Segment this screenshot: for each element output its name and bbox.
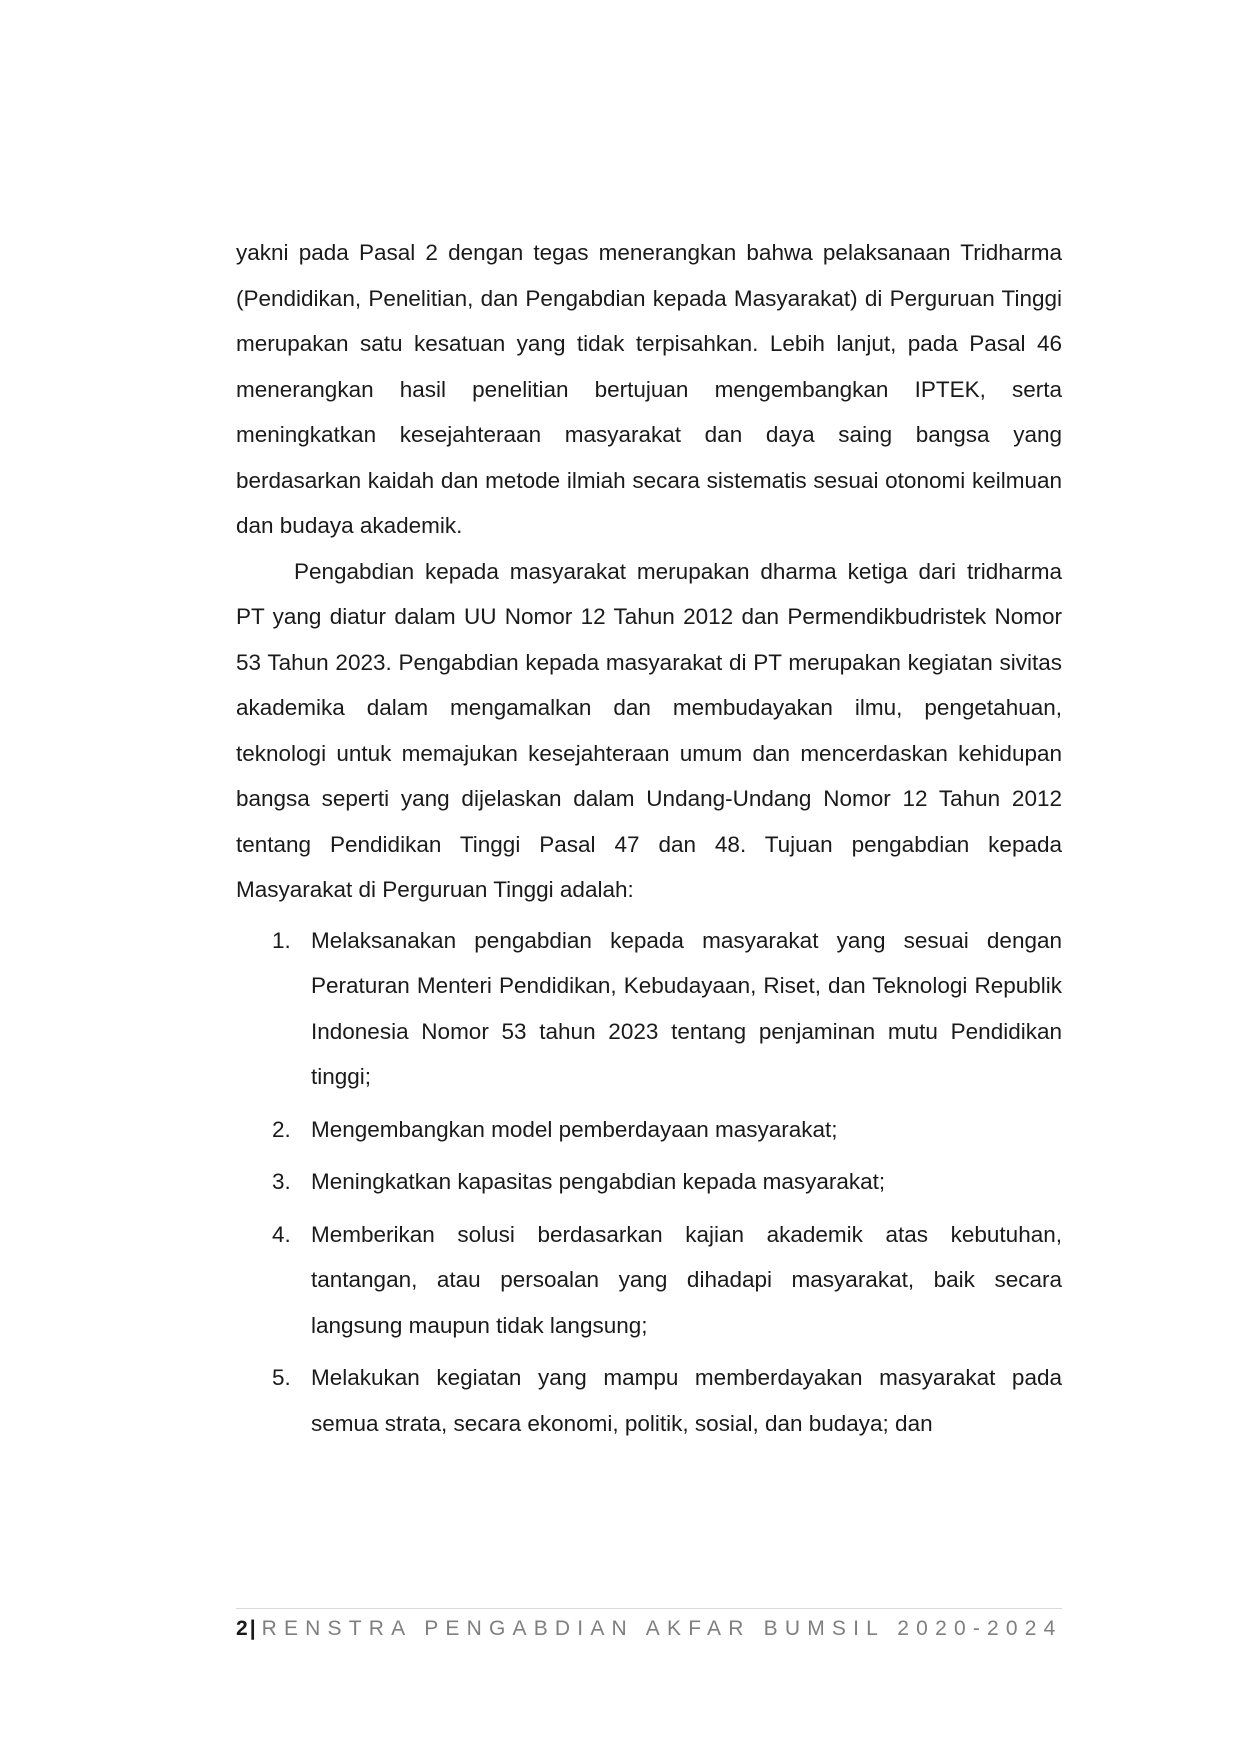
paragraph-tridharma: yakni pada Pasal 2 dengan tegas menerangkan bahwa pelaksanaan Tridharma (Pendidikan, Penelitian, dan Pengabdian kepada Masyarakat) di Perguruan Tinggi merupakan satu kesatuan yang tidak terpisahkan. Lebih lanjut, pada Pasal 46 menerangkan hasil penelitian bertujuan mengembangkan IPTEK, serta meningkatkan kesejahteraan masyarakat dan daya saing bangsa yang berdasarkan kaidah dan metode ilmiah secara sistematis sesuai otonomi keilmuan dan budaya akademik. (236, 240, 1062, 538)
list-item (236, 1355, 1062, 1446)
list-item-number: 3. (272, 1169, 291, 1194)
list-item (236, 1159, 1062, 1205)
page-footer (236, 1608, 1062, 1643)
footer-document-title: RENSTRA PENGABDIAN AKFAR BUMSIL 2020-2024 (261, 1617, 1063, 1640)
list-item-number: 5. (272, 1365, 291, 1390)
list-item-number: 1. (272, 927, 291, 953)
list-item (236, 1107, 1062, 1153)
list-item-number: 2. (272, 1116, 291, 1142)
footer-separator: | (249, 1617, 256, 1640)
list-item (236, 1212, 1062, 1349)
list-item-text: Melakukan kegiatan yang mampu memberdayakan masyarakat pada semua strata, secara ekonomi, politik, sosial, dan budaya; dan (311, 1365, 1062, 1436)
list-item-number: 4. (272, 1221, 291, 1247)
list-item-text: Mengembangkan model pemberdayaan masyarakat; (311, 1116, 838, 1142)
list-item-text: Meningkatkan kapasitas pengabdian kepada masyarakat; (311, 1169, 886, 1194)
goals-list (236, 918, 1062, 1447)
list-item (236, 918, 1062, 1100)
list-item-text: Melaksanakan pengabdian kepada masyarakat yang sesuai dengan Peraturan Menteri Pendidikan, Kebudayaan, Riset, dan Teknologi Republik Indonesia Nomor 53 tahun 2023 tentang penjaminan mutu Pendidikan tinggi; (311, 927, 1062, 1089)
document-body (236, 230, 1062, 1453)
page-number: 2 (236, 1617, 248, 1640)
paragraph-pengabdian: Pengabdian kepada masyarakat merupakan dharma ketiga dari tridharma PT yang diatur dalam UU Nomor 12 Tahun 2012 dan Permendikbudristek Nomor 53 Tahun 2023. Pengabdian kepada masyarakat di PT merupakan kegiatan sivitas akademika dalam mengamalkan dan membudayakan ilmu, pengetahuan, teknologi untuk memajukan kesejahteraan umum dan mencerdaskan kehidupan bangsa seperti yang dijelaskan dalam Undang-Undang Nomor 12 Tahun 2012 tentang Pendidikan Tinggi Pasal 47 dan 48. Tujuan pengabdian kepada Masyarakat di Perguruan Tinggi adalah: (236, 558, 1062, 902)
list-item-text: Memberikan solusi berdasarkan kajian akademik atas kebutuhan, tantangan, atau persoalan yang dihadapi masyarakat, baik secara langsung maupun tidak langsung; (311, 1221, 1062, 1338)
